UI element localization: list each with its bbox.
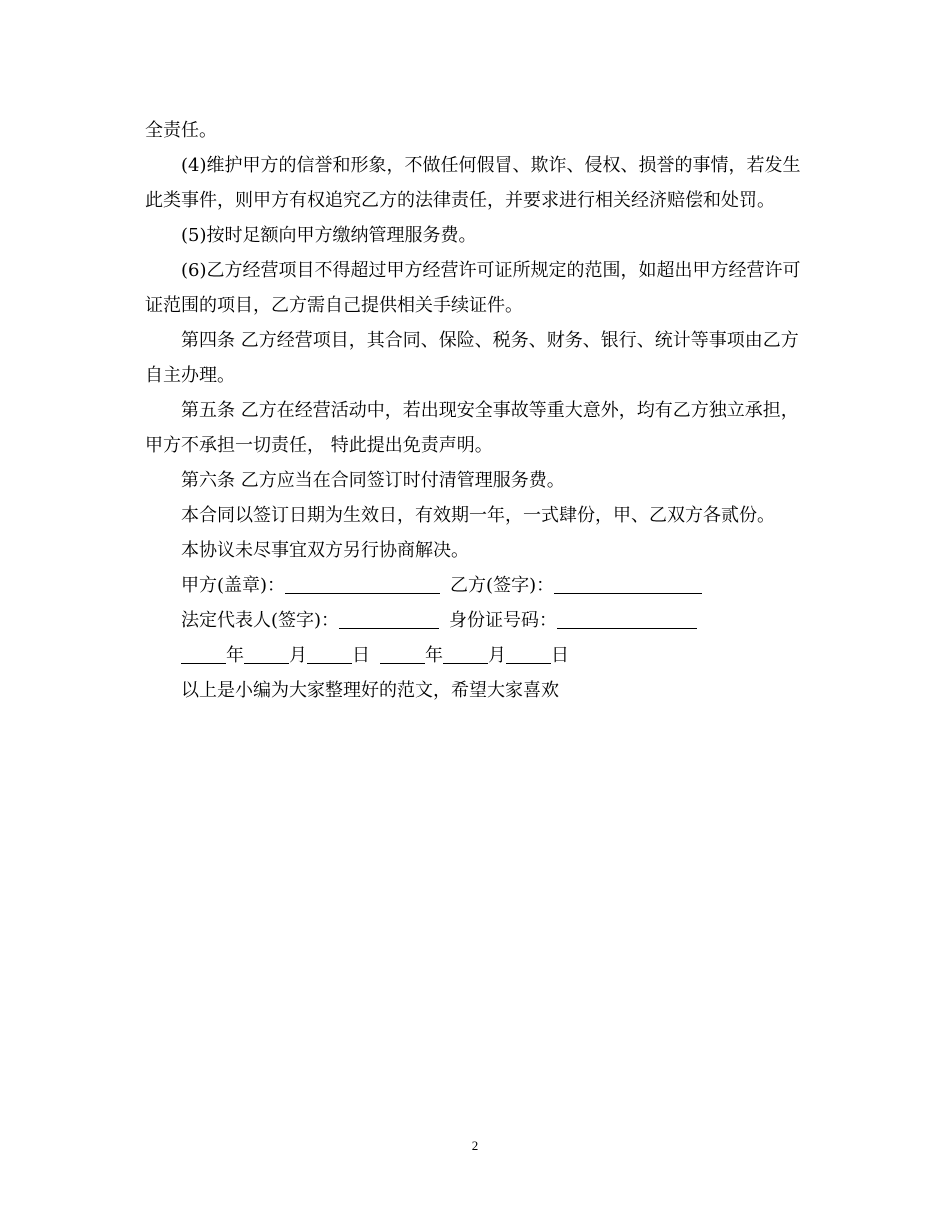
paragraph-item-5: (5)按时足额向甲方缴纳管理服务费。	[181, 225, 477, 246]
date-b-month-label: 月	[488, 645, 506, 666]
party-b-label: 乙方(签字)：	[450, 575, 555, 596]
date-a-year-blank[interactable]	[181, 645, 226, 664]
id-number-label: 身份证号码：	[449, 610, 558, 631]
date-b-year-blank[interactable]	[380, 645, 425, 664]
paragraph-article-4: 第四条 乙方经营项目，其合同、保险、税务、财务、银行、统计等事项由乙方自主办理。	[145, 330, 799, 386]
paragraph-item-4: (4)维护甲方的信誉和形象，不做任何假冒、欺诈、侵权、损誉的事情，若发生此类事件，则甲方有权追究乙方的法律责任，并要求进行相关经济赔偿和处罚。	[145, 155, 801, 211]
party-b-blank[interactable]	[554, 575, 702, 594]
id-number-blank[interactable]	[557, 610, 697, 629]
closing-note: 以上是小编为大家整理好的范文，希望大家喜欢	[181, 680, 559, 701]
signature-row-parties	[181, 568, 810, 603]
date-b-year-label: 年	[425, 645, 443, 666]
paragraph-item-6: (6)乙方经营项目不得超过甲方经营许可证所规定的范围，如超出甲方经营许可证范围的项目，乙方需自己提供相关手续证件。	[145, 260, 801, 316]
date-a-month-label: 月	[289, 645, 307, 666]
date-b-day-label: 日	[551, 645, 569, 666]
paragraph-validity: 本合同以签订日期为生效日，有效期一年，一式肆份，甲、乙双方各贰份。	[181, 505, 775, 526]
paragraph-article-6: 第六条 乙方应当在合同签订时付清管理服务费。	[181, 470, 565, 491]
date-b-month-blank[interactable]	[443, 645, 488, 664]
date-a-day-blank[interactable]	[307, 645, 352, 664]
date-a-month-blank[interactable]	[244, 645, 289, 664]
date-b-day-blank[interactable]	[506, 645, 551, 664]
document-body	[145, 113, 810, 708]
date-a-year-label: 年	[226, 645, 244, 666]
paragraph-continuation: 全责任。	[145, 120, 217, 141]
party-a-label: 甲方(盖章)：	[181, 575, 286, 596]
date-a-day-label: 日	[352, 645, 370, 666]
paragraph-unresolved-matters: 本协议未尽事宜双方另行协商解决。	[181, 540, 469, 561]
party-a-blank[interactable]	[285, 575, 440, 594]
page-number: 2	[471, 1138, 479, 1153]
legal-rep-blank[interactable]	[339, 610, 439, 629]
signature-row-representative	[181, 603, 810, 638]
paragraph-article-5: 第五条 乙方在经营活动中，若出现安全事故等重大意外，均有乙方独立承担，甲方不承担一切责任， 特此提出免责声明。	[145, 400, 799, 456]
legal-rep-label: 法定代表人(签字)：	[181, 610, 340, 631]
signature-row-dates	[181, 638, 810, 673]
